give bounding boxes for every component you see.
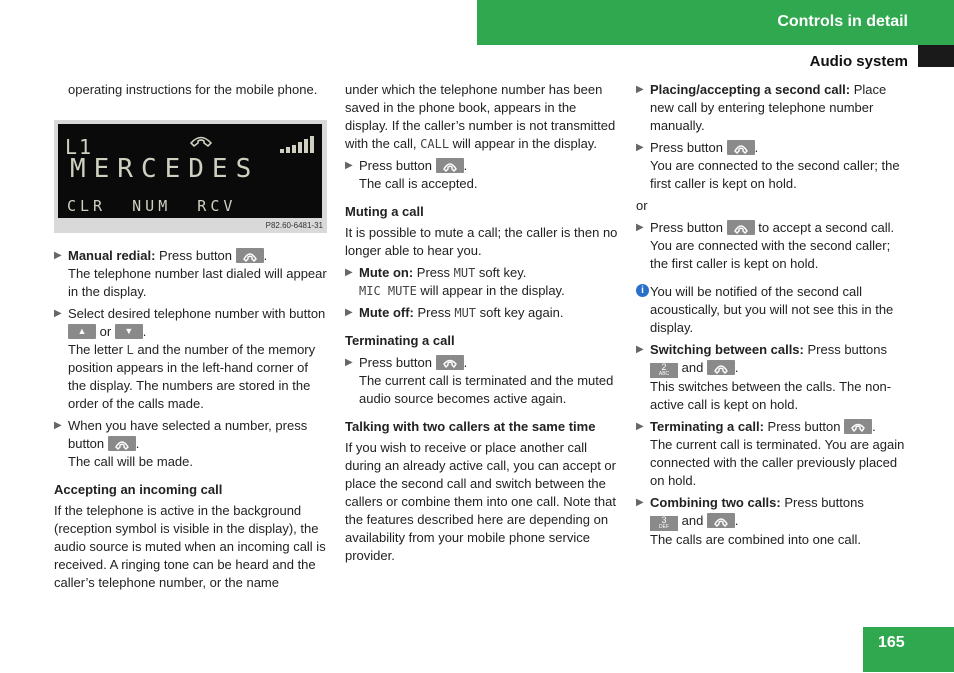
heading-terminating: Terminating a call bbox=[345, 333, 455, 348]
list-item: ▶ Placing/accepting a second call: Place new call by entering telephone number manually. bbox=[636, 82, 887, 133]
list-item: ▶ When you have selected a number, press button . The call will be made. bbox=[54, 418, 308, 469]
paragraph: If you wish to receive or place another call during an already active call, you can accept or place the second call and switch between the callers or combine them into one call. Note that the features described here are depending on availability from your mobile phone service provider. bbox=[345, 440, 616, 563]
list-item: ▶ Press button to accept a second call. You are connected with the second caller; the first caller is kept on hold. bbox=[636, 220, 895, 271]
column-1 bbox=[54, 81, 328, 592]
page-number-box bbox=[863, 627, 954, 672]
call-button-icon bbox=[707, 513, 735, 528]
call-button-icon bbox=[707, 360, 735, 375]
heading-two-callers: Talking with two callers at the same time bbox=[345, 419, 596, 434]
bullet-arrow-icon: ▶ bbox=[636, 344, 644, 355]
list-item: ▶ Switching between calls: Press buttons 2 ABC and . This switches between the calls. The non-active call is kept on hold. bbox=[636, 342, 892, 412]
list-item: ▶ Press button . The current call is terminated and the muted audio source becomes active again. bbox=[345, 355, 614, 406]
bullet-arrow-icon: ▶ bbox=[345, 267, 353, 278]
call-button-icon bbox=[236, 248, 264, 263]
bullet-arrow-icon: ▶ bbox=[636, 142, 644, 153]
figure-reference: P82.60-6481-31 bbox=[265, 221, 323, 230]
list-item: ▶ Mute off: Press MUT soft key again. bbox=[345, 305, 564, 320]
bullet-arrow-icon: ▶ bbox=[636, 421, 644, 432]
bullet-arrow-icon: ▶ bbox=[345, 160, 353, 171]
call-button-icon bbox=[727, 220, 755, 235]
column-2 bbox=[345, 81, 620, 565]
down-button-icon: ▼ bbox=[115, 324, 143, 339]
bullet-arrow-icon: ▶ bbox=[345, 357, 353, 368]
section-title: Controls in detail bbox=[777, 13, 908, 30]
list-item: ▶ Terminating a call: Press button . The current call is terminated. You are again connected with the caller previously placed on hold. bbox=[636, 419, 905, 488]
phone-icon bbox=[189, 134, 213, 148]
paragraph: If the telephone is active in the background (reception symbol is visible in the display), the audio source is muted when an incoming call is received. A ringing tone can be heard and the caller’s telephone number, or the name bbox=[54, 503, 326, 590]
lcd-display bbox=[58, 124, 322, 218]
bullet-arrow-icon: ▶ bbox=[345, 307, 353, 318]
up-button-icon: ▲ bbox=[68, 324, 96, 339]
list-item: ▶ Combining two calls: Press buttons 3 DEF and . The calls are combined into one call. bbox=[636, 495, 864, 547]
column-3 bbox=[636, 81, 911, 549]
lcd-line-indicator: L1 bbox=[65, 135, 94, 159]
thumb-tab bbox=[918, 45, 954, 67]
or-text: or bbox=[636, 198, 648, 213]
key-3-icon: 3 DEF bbox=[650, 516, 678, 531]
call-button-icon bbox=[436, 158, 464, 173]
info-icon: i bbox=[636, 284, 649, 297]
display-figure bbox=[54, 120, 327, 233]
info-note: i You will be notified of the second call acoustically, but you will not see this in the display. bbox=[636, 283, 911, 337]
bullet-arrow-icon: ▶ bbox=[54, 308, 62, 319]
list-item: ▶ Select desired telephone number with button ▲ or ▼ . The letter L and the number of the memory position appears in the left-hand corner of the display. The numbers are stored in the order of the calls made. bbox=[54, 306, 326, 411]
end-call-button-icon bbox=[436, 355, 464, 370]
list-item: ▶ Press button . The call is accepted. bbox=[345, 158, 478, 191]
bullet-arrow-icon: ▶ bbox=[636, 497, 644, 508]
lcd-caller-name: MERCEDES bbox=[70, 154, 260, 184]
intro-text: operating instructions for the mobile phone. bbox=[68, 82, 318, 97]
bullet-arrow-icon: ▶ bbox=[54, 420, 62, 431]
bullet-arrow-icon: ▶ bbox=[636, 84, 644, 95]
paragraph: under which the telephone number has been saved in the phone book, appears in the display. If the caller’s number is not transmitted with the call, CALL will appear in the display. bbox=[345, 82, 616, 151]
lcd-softkeys: CLR NUM RCV bbox=[67, 197, 237, 215]
paragraph: It is possible to mute a call; the caller is then no longer able to hear you. bbox=[345, 225, 618, 258]
key-2-icon: 2 ABC bbox=[650, 363, 678, 378]
end-call-button-icon bbox=[844, 419, 872, 434]
list-item: ▶ Manual redial: Press button . The telephone number last dialed will appear in the display. bbox=[54, 248, 327, 299]
call-button-icon bbox=[108, 436, 136, 451]
signal-strength-icon bbox=[280, 134, 320, 154]
page-number: 165 bbox=[878, 634, 905, 651]
subsection-title: Audio system bbox=[809, 53, 908, 70]
call-button-icon bbox=[727, 140, 755, 155]
bullet-arrow-icon: ▶ bbox=[54, 250, 62, 261]
list-item: ▶ Press button . You are connected to the second caller; the first caller is kept on hold. bbox=[636, 140, 900, 191]
heading-accepting-call: Accepting an incoming call bbox=[54, 482, 223, 497]
heading-muting: Muting a call bbox=[345, 204, 424, 219]
bullet-arrow-icon: ▶ bbox=[636, 222, 644, 233]
list-item: ▶ Mute on: Press MUT soft key. MIC MUTE will appear in the display. bbox=[345, 265, 565, 298]
